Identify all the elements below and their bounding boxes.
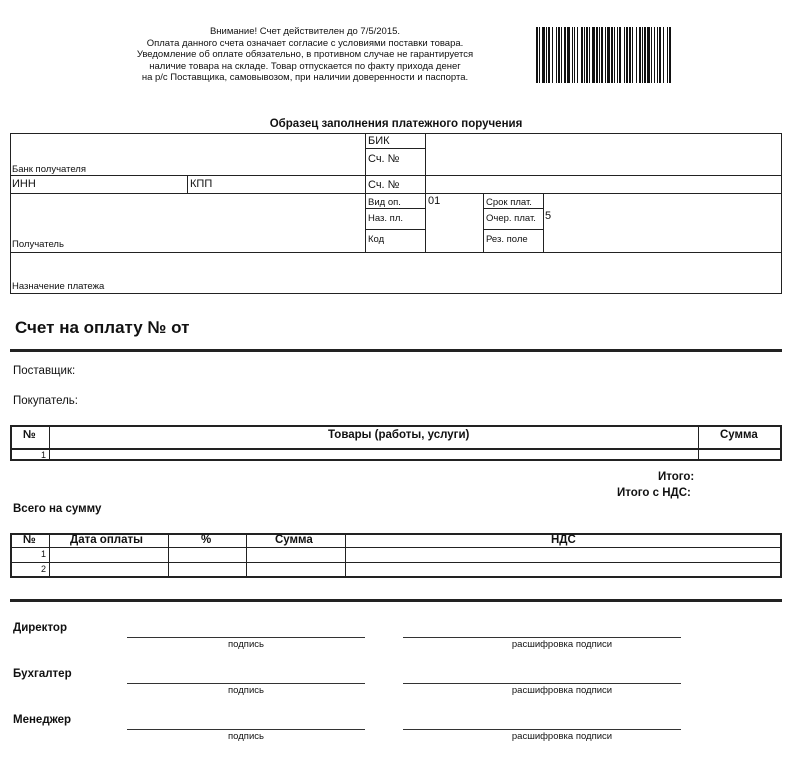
decode-caption: расшифровка подписи [511, 639, 613, 650]
table-row: 1 [41, 549, 47, 559]
account-label: Сч. № [368, 153, 400, 165]
naz-pl-label: Наз. пл. [368, 213, 403, 224]
pay-header-vat: НДС [551, 534, 576, 546]
pay-header-date: Дата оплаты [70, 534, 143, 546]
validity-notice [110, 26, 500, 84]
total-label: Итого: [658, 471, 695, 483]
pay-header-sum: Сумма [275, 534, 313, 546]
rez-label: Рез. поле [486, 234, 528, 245]
notice-line: наличие товара на складе. Товар отпускается по факту прихода денег [149, 60, 461, 72]
notice-line: Оплата данного счета означает согласие с условиями поставки товара. [146, 37, 464, 49]
table-row: 1 [41, 450, 47, 460]
goods-header-sum: Сумма [720, 429, 758, 441]
srok-label: Срок плат. [486, 197, 532, 208]
ocher-label: Очер. плат. [486, 213, 536, 224]
supplier-label: Поставщик: [13, 365, 76, 377]
ocher-value: 5 [545, 210, 552, 222]
invoice-title: Счет на оплату № от [15, 318, 190, 337]
buyer-label: Покупатель: [13, 395, 78, 407]
barcode-image [536, 27, 783, 83]
notice-line: Внимание! Счет действителен до 7/5/2015. [209, 26, 401, 37]
notice-line: на р/с Поставщика, самовывозом, при наличии доверенности и паспорта. [141, 72, 469, 83]
signature-caption: подпись [228, 685, 264, 696]
director-label: Директор [13, 622, 67, 634]
inn-label: ИНН [12, 178, 36, 190]
pay-header-percent: % [201, 534, 212, 546]
goods-header-num: № [23, 429, 36, 441]
purpose-label: Назначение платежа [12, 281, 105, 292]
signature-caption: подпись [228, 731, 264, 742]
decode-caption: расшифровка подписи [511, 731, 613, 742]
recipient-account-label: Сч. № [368, 179, 400, 191]
kpp-label: КПП [190, 178, 213, 190]
goods-header-name: Товары (работы, услуги) [328, 429, 470, 441]
divider [10, 599, 782, 602]
accountant-label: Бухгалтер [13, 668, 72, 680]
divider [10, 349, 782, 352]
table-row: 2 [41, 564, 47, 574]
bik-label: БИК [368, 135, 390, 147]
vid-op-label: Вид оп. [368, 197, 401, 208]
payment-order-title: Образец заполнения платежного поручения [269, 118, 523, 130]
decode-caption: расшифровка подписи [511, 685, 613, 696]
total-vat-label: Итого с НДС: [617, 487, 691, 499]
sum-words-label: Всего на сумму [13, 503, 102, 515]
notice-line: Уведомление об оплате обязательно, в противном случае не гарантируется [136, 49, 474, 60]
kod-label: Код [368, 234, 385, 245]
vid-op-value: 01 [428, 195, 441, 207]
recipient-label: Получатель [12, 239, 64, 250]
pay-header-num: № [23, 534, 36, 546]
signature-caption: подпись [228, 639, 264, 650]
bank-label: Банк получателя [12, 164, 86, 175]
manager-label: Менеджер [13, 714, 72, 726]
